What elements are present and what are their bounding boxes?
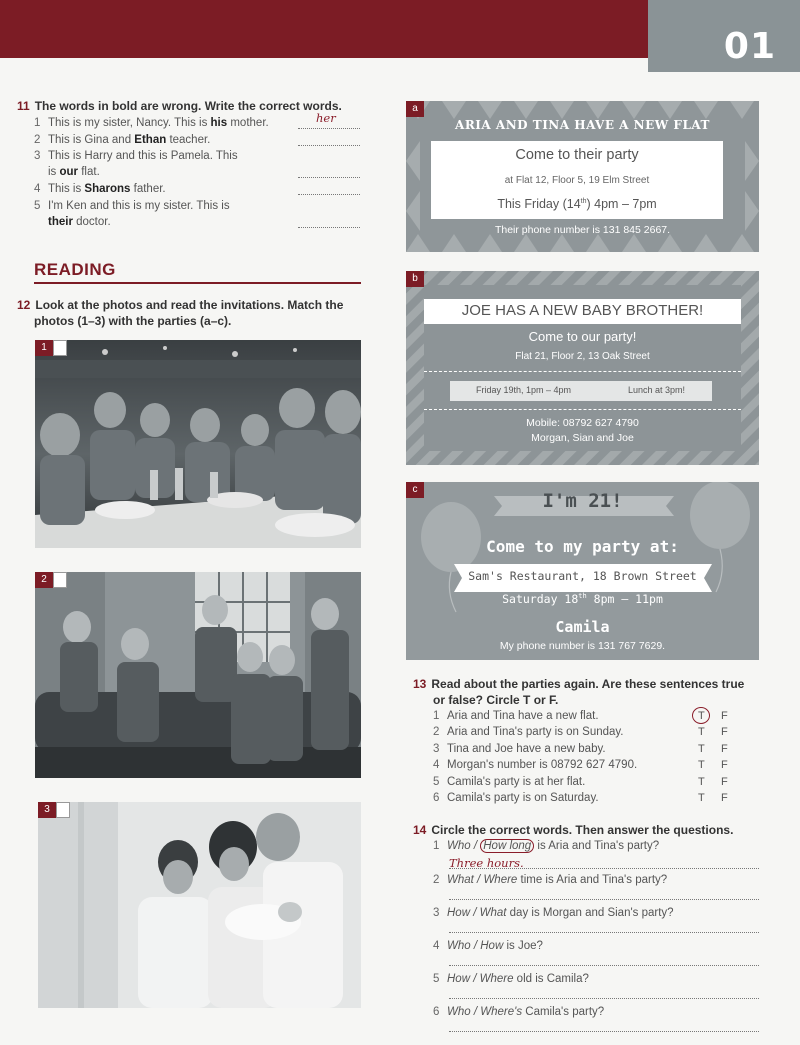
ex13-item-4-false[interactable]: F	[721, 759, 728, 771]
ex14-item-5-question: old is Camila?	[513, 973, 589, 985]
ex11-answer-line-4[interactable]	[298, 194, 360, 195]
ex14-item-6-number: 6	[433, 1006, 440, 1018]
unit-number: 01	[723, 26, 776, 67]
ex13-item-5-number: 5	[433, 776, 440, 788]
exercise-13-title	[413, 676, 744, 692]
ex11-item-5	[34, 199, 230, 214]
photo-2-answer-box[interactable]	[53, 572, 67, 588]
ex11-answer-line-3[interactable]	[298, 177, 360, 178]
ex14-item-1-question: is Aria and Tina's party?	[534, 840, 660, 852]
ex14-item-5-number: 5	[433, 973, 440, 985]
invitation-c-label: c	[406, 482, 424, 498]
invitation-b-dash-bottom	[424, 409, 741, 410]
ex13-item-6-number: 6	[433, 792, 440, 804]
ex11-item-1-answer: her	[316, 111, 336, 125]
ex14-item-3: 3 How / What day is Morgan and Sian's party?	[433, 907, 674, 919]
invitation-c-time-hours: 8pm – 11pm	[586, 592, 663, 606]
reading-heading: READING	[34, 260, 116, 279]
photo-1-image	[35, 340, 361, 548]
ex14-item-6-question: Camila's party?	[522, 1006, 605, 1018]
ex13-item-1-true[interactable]: T	[698, 710, 705, 722]
ex14-item-1-answer: Three hours.	[449, 856, 524, 870]
invitation-b-dash-top	[424, 371, 741, 372]
exercise-14-title	[413, 822, 733, 838]
ex13-item-1-text: Aria and Tina have a new flat.	[447, 710, 599, 722]
invitation-c-title: I'm 21!	[542, 490, 623, 512]
ex13-item-6-true[interactable]: T	[698, 792, 705, 804]
ex13-item-1-false[interactable]: F	[721, 710, 728, 722]
invitation-a-phone: Their phone number is 131 845 2667.	[494, 224, 671, 236]
invitation-a-banner: ARIA AND TINA HAVE A NEW FLAT	[455, 118, 710, 132]
ex13-item-2-number: 2	[433, 726, 440, 738]
ex13-item-6-text: Camila's party is on Saturday.	[447, 792, 599, 804]
invitation-c-time	[406, 592, 759, 606]
ex11-item-3-number: 3	[34, 150, 41, 162]
photo-3	[38, 802, 361, 1008]
ex14-item-2-number: 2	[433, 874, 440, 886]
invitation-a-address: at Flat 12, Floor 5, 19 Elm Street	[504, 175, 650, 186]
exercise-11-title	[17, 98, 342, 114]
ex11-item-3-line2	[48, 165, 100, 180]
ex11-item-5-line1: I'm Ken and this is my sister. This is	[48, 200, 230, 212]
invitation-c-phone: My phone number is 131 767 7629.	[499, 640, 666, 652]
ex14-item-4-question: is Joe?	[503, 940, 543, 952]
exercise-12-instruction-2: photos (1–3) with the parties (a–c).	[34, 314, 232, 328]
invitation-c	[406, 482, 759, 660]
invitation-b-names: Morgan, Sian and Joe	[531, 432, 634, 444]
invitation-b-lunch: Lunch at 3pm!	[628, 385, 686, 395]
ex11-item-4-post: father.	[130, 183, 166, 195]
photo-3-image	[38, 802, 361, 1008]
photo-2-image	[35, 572, 361, 778]
ex11-item-3-line1: This is Harry and this is Pamela. This	[48, 150, 238, 162]
ex13-item-1	[433, 709, 599, 724]
invitation-a-time-sup: th	[580, 197, 587, 205]
exercise-11-number: 11	[17, 99, 30, 113]
ex14-item-3-option-1[interactable]: How	[447, 907, 471, 919]
ex13-item-2-text: Aria and Tina's party is on Sunday.	[447, 726, 624, 738]
ex13-item-5	[433, 775, 585, 790]
ex14-item-4-number: 4	[433, 940, 440, 952]
ex11-answer-line-5[interactable]	[298, 227, 360, 228]
ex11-item-3-text: is	[48, 166, 60, 178]
ex13-item-5-false[interactable]: F	[721, 776, 728, 788]
ex13-item-3-number: 3	[433, 743, 440, 755]
invitation-c-name: Camila	[555, 618, 610, 636]
ex14-item-2-option-1[interactable]: What	[447, 874, 474, 886]
ex14-answer-line-2[interactable]	[449, 899, 759, 900]
ex13-item-6-false[interactable]: F	[721, 792, 728, 804]
ex11-item-1-post: mother.	[227, 117, 269, 129]
invitation-b	[406, 271, 759, 465]
header-bar	[0, 0, 648, 58]
ex13-item-1-answer-circle	[692, 707, 710, 724]
ex14-item-2-option-2[interactable]: Where	[483, 874, 518, 886]
ex14-item-1-option-1[interactable]: Who	[447, 840, 471, 852]
photo-3-label: 3	[38, 802, 56, 818]
invitation-b-subtitle: Come to our party!	[528, 329, 637, 344]
invitation-a-time	[431, 197, 723, 211]
ex14-item-4-option-1[interactable]: Who	[447, 940, 471, 952]
ex14-answer-line-1[interactable]	[449, 868, 759, 869]
invitation-a	[406, 101, 759, 252]
ex14-item-6-option-2[interactable]: Where's	[480, 1006, 523, 1018]
exercise-11-instruction: The words in bold are wrong. Write the correct words.	[34, 99, 342, 113]
exercise-14-instruction: Circle the correct words. Then answer the questions.	[431, 823, 734, 837]
ex13-item-4-number: 4	[433, 759, 440, 771]
ex13-item-4-true[interactable]: T	[698, 759, 705, 771]
ex11-item-5-post: doctor.	[72, 216, 111, 228]
ex13-item-4	[433, 758, 637, 773]
ex14-answer-line-6[interactable]	[449, 1031, 759, 1032]
invitation-a-time-hours: ) 4pm – 7pm	[586, 197, 657, 211]
ex13-item-1-number: 1	[433, 710, 440, 722]
exercise-13-number: 13	[413, 677, 427, 691]
ex11-item-3-bold: our	[59, 166, 79, 178]
ex11-item-1-number: 1	[34, 117, 41, 129]
exercise-14-number: 14	[413, 823, 427, 837]
photo-2	[35, 572, 361, 778]
photo-1	[35, 340, 361, 548]
ex14-item-5-option-1[interactable]: How	[447, 973, 471, 985]
ex13-item-3-true[interactable]: T	[698, 743, 705, 755]
invitation-b-date: Friday 19th, 1pm – 4pm	[476, 385, 572, 395]
exercise-13-instruction-1: Read about the parties again. Are these sentences true	[431, 677, 745, 691]
ex14-answer-line-4[interactable]	[449, 965, 759, 966]
ex11-item-2	[34, 133, 210, 148]
exercise-12-title	[17, 297, 343, 313]
reading-rule	[34, 282, 361, 284]
invitation-c-subtitle: Come to my party at:	[486, 537, 679, 556]
ex13-item-2-true[interactable]: T	[698, 726, 705, 738]
ex11-item-4-bold: Sharons	[84, 183, 131, 195]
photo-3-answer-box[interactable]	[56, 802, 70, 818]
ex11-item-1-text: This is my sister, Nancy. This is	[48, 117, 211, 129]
ex14-item-1: 1 Who / How long is Aria and Tina's party?	[433, 840, 660, 852]
ex11-item-1-bold: his	[210, 117, 228, 129]
invitation-c-time-sup: th	[578, 592, 587, 601]
invitation-b-mobile: Mobile: 08792 627 4790	[526, 417, 639, 429]
ex14-item-4-option-2[interactable]: How	[480, 940, 504, 952]
invitation-c-time-date: Saturday 18	[502, 592, 579, 606]
ex11-item-3-post: flat.	[78, 166, 100, 178]
ex11-item-4-number: 4	[34, 183, 41, 195]
ex11-answer-line-1[interactable]	[298, 128, 360, 129]
photo-1-answer-box[interactable]	[53, 340, 67, 356]
ex13-item-5-true[interactable]: T	[698, 776, 705, 788]
ex13-item-6	[433, 791, 599, 806]
ex11-item-3	[34, 149, 238, 164]
ex14-item-6: 6 Who / Where's Camila's party?	[433, 1006, 605, 1018]
ex14-item-4: 4 Who / How is Joe?	[433, 940, 543, 952]
ex11-item-2-post: teacher.	[166, 134, 211, 146]
invitation-a-time-date: This Friday (14	[497, 197, 581, 211]
ex11-item-5-bold: their	[48, 216, 73, 228]
ex14-item-3-question: day is Morgan and Sian's party?	[506, 907, 674, 919]
ex13-item-5-text: Camila's party is at her flat.	[447, 776, 586, 788]
ex11-item-1	[34, 116, 269, 131]
ex11-item-5-number: 5	[34, 200, 41, 212]
invitation-b-label: b	[406, 271, 424, 287]
exercise-12-number: 12	[17, 298, 31, 312]
photo-1-label: 1	[35, 340, 53, 356]
ex14-item-5: 5 How / Where old is Camila?	[433, 973, 589, 985]
ex11-item-4-text: This is	[48, 183, 85, 195]
ex11-item-2-bold: Ethan	[134, 134, 167, 146]
ex14-item-1-option-2[interactable]: How long	[480, 839, 534, 853]
ex13-item-4-text: Morgan's number is 08792 627 4790.	[447, 759, 638, 771]
ex13-item-3-text: Tina and Joe have a new baby.	[447, 743, 606, 755]
ex14-item-3-number: 3	[433, 907, 440, 919]
ex11-item-4	[34, 182, 166, 197]
invitation-b-address: Flat 21, Floor 2, 13 Oak Street	[515, 351, 650, 362]
exercise-12-instruction-1: Look at the photos and read the invitations. Match the	[35, 298, 344, 312]
ex14-item-2-question: time is Aria and Tina's party?	[517, 874, 668, 886]
ex13-item-3-false[interactable]: F	[721, 743, 728, 755]
invitation-a-title: Come to their party	[515, 147, 639, 163]
ex14-item-1-number: 1	[433, 840, 440, 852]
ex11-item-5-line2	[48, 215, 111, 230]
ex14-item-3-option-2[interactable]: What	[479, 907, 507, 919]
ex11-item-2-number: 2	[34, 134, 41, 146]
ex13-item-2-false[interactable]: F	[721, 726, 728, 738]
invitation-b-title: JOE HAS A NEW BABY BROTHER!	[461, 302, 704, 319]
ex11-answer-line-2[interactable]	[298, 145, 360, 146]
ex11-item-2-text: This is Gina and	[48, 134, 135, 146]
ex14-item-2: 2 What / Where time is Aria and Tina's party?	[433, 874, 668, 886]
invitation-a-label: a	[406, 101, 424, 117]
ex14-answer-line-5[interactable]	[449, 998, 759, 999]
ex14-answer-line-3[interactable]	[449, 932, 759, 933]
ex14-item-5-option-2[interactable]: Where	[479, 973, 514, 985]
photo-2-label: 2	[35, 572, 53, 588]
exercise-13-instruction-2: or false? Circle T or F.	[433, 693, 559, 707]
unit-number-box	[648, 0, 800, 72]
ex13-item-3	[433, 742, 606, 757]
ex14-item-6-option-1[interactable]: Who	[447, 1006, 471, 1018]
ex13-item-2	[433, 725, 624, 740]
invitation-c-place: Sam's Restaurant, 18 Brown Street	[468, 569, 697, 583]
